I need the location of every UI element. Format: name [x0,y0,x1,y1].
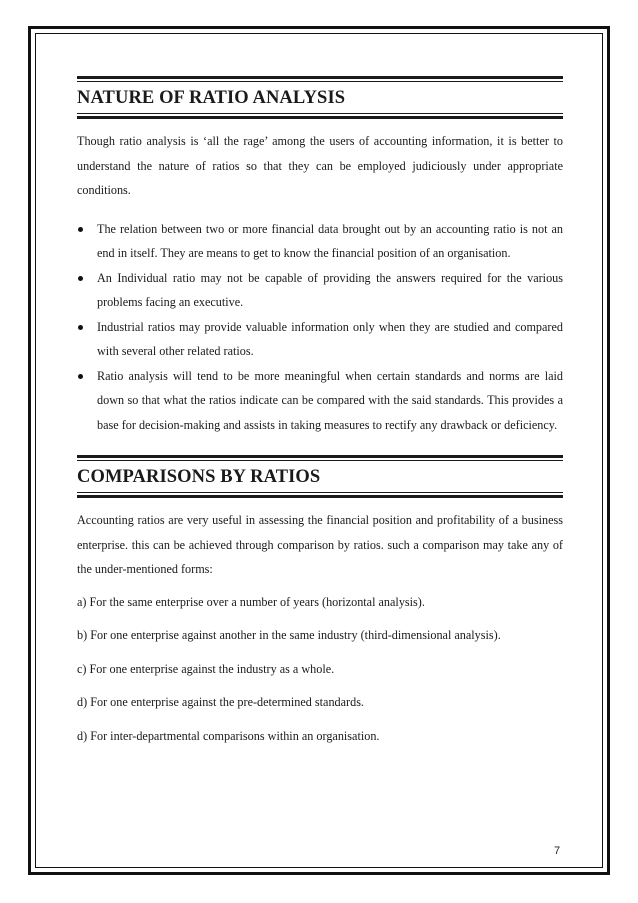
list-item [77,315,563,364]
bullet-icon [78,374,83,379]
list-item: b) For one enterprise against another in the same industry (third-dimensional analysis). [77,628,501,642]
bullet-text: The relation between two or more financial data brought out by an accounting ratio is not an end in itself. They are means to get to know the financial position of an organisation. [97,221,563,260]
list-item: d) For one enterprise against the pre-determined standards. [77,695,364,709]
heading-rule-bottom-thin [77,113,563,114]
list-item: c) For one enterprise against the industry as a whole. [77,661,335,676]
heading-rule-top [77,76,563,79]
section-nature [77,76,563,437]
heading-rule-top [77,455,563,458]
list-item [77,266,563,315]
bullet-text: Industrial ratios may provide valuable information only when they are studied and compared with several other related ratios. [97,319,563,358]
page-content [77,76,563,748]
bullet-icon [78,276,83,281]
bullet-icon [78,227,83,232]
heading-rule-top-thin [77,81,563,82]
bullet-text: An Individual ratio may not be capable of providing the answers required for the various problems facing an executive. [97,270,563,309]
section-heading: NATURE OF RATIO ANALYSIS [77,88,346,108]
heading-rule-top-thin [77,460,563,461]
list-item [77,364,563,438]
heading-rule-bottom [77,495,563,498]
list-item [77,217,563,266]
intro-paragraph: Accounting ratios are very useful in assessing the financial position and profitability of a business enterprise. this can be achieved through comparison by ratios. such a comparison may take any of the under-mentioned forms: [77,513,563,576]
bullet-icon [78,325,83,330]
heading-rule-bottom-thin [77,492,563,493]
section-heading: COMPARISONS BY RATIOS [77,467,321,487]
forms-list [77,590,563,749]
heading-rule-bottom [77,116,563,119]
list-item: d) For inter-departmental comparisons within an organisation. [77,728,380,743]
list-item: a) For the same enterprise over a number of years (horizontal analysis). [77,594,425,609]
section-comparisons [77,455,563,748]
intro-paragraph: Though ratio analysis is ‘all the rage’ among the users of accounting information, it is better to understand the nature of ratios so that they can be employed judiciously under appropriate conditions. [77,134,563,197]
page-number: 7 [554,845,561,857]
bullet-text: Ratio analysis will tend to be more meaningful when certain standards and norms are laid down so that what the ratios indicate can be compared with the said standards. This provides a base for decision-making and assists in taking measures to rectify any drawback or deficiency. [97,368,563,432]
bullet-list [77,217,563,438]
